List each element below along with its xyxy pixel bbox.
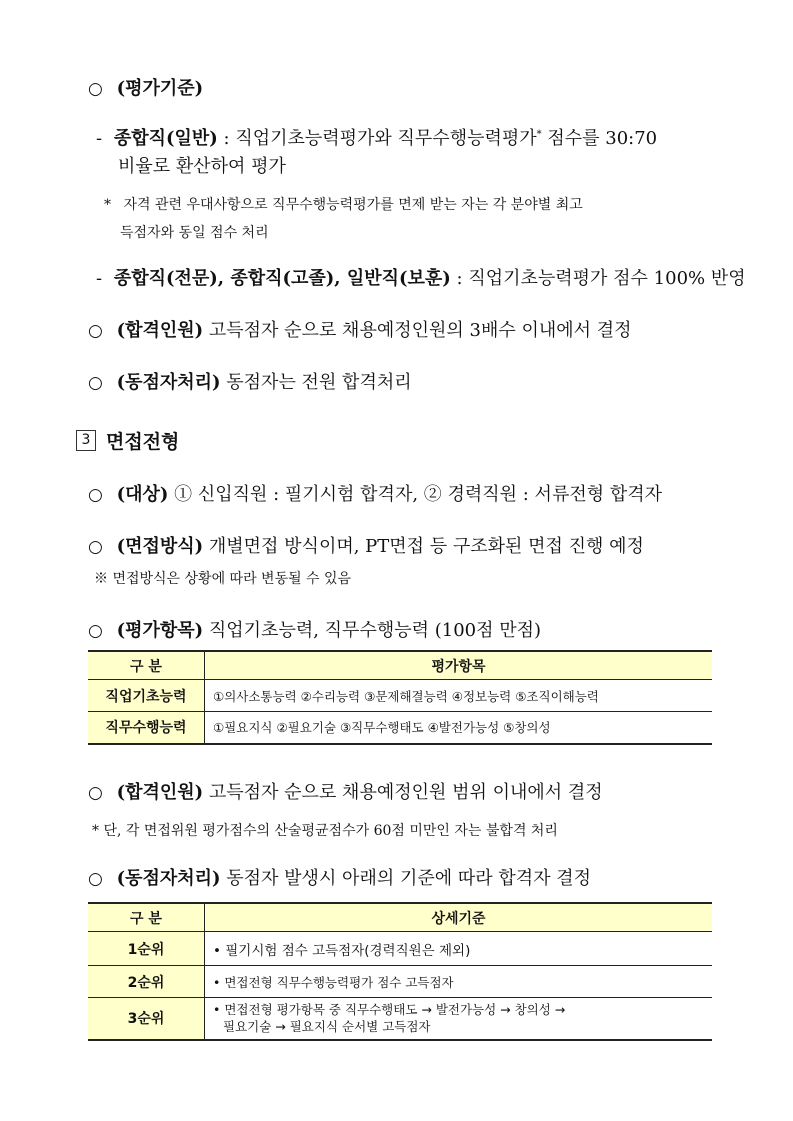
other-text: : 직업기초능력평가 점수 100% 반영 [450,268,746,289]
table-row [88,680,712,712]
items-line [88,616,541,642]
bullet: ○ [88,485,103,505]
bullet: ○ [88,537,103,557]
tie-handling-2 [88,864,591,890]
bullet: ○ [88,783,103,803]
table-cell: • 필기시험 점수 고득점자(경력직원은 제외) [205,932,713,966]
cell-line-1: • 면접전형 평가항목 중 직무수행태도 → 발전가능성 → 창의성 → [213,1002,566,1018]
pass-label: (합격인원) [116,782,204,803]
other-criteria-line [96,264,746,290]
table-cell: 직업기초능력 [88,680,205,712]
table-cell: 직무수행능력 [88,712,205,744]
table-cell: • 면접전형 직무수행능력평가 점수 고득점자 [205,966,713,998]
tie-handling-1 [88,368,412,394]
tie-criteria-table [88,902,712,1041]
criteria-note [104,194,583,214]
tie-label: (동점자처리) [116,868,221,889]
method-line [88,532,644,558]
pass-count-2 [88,778,603,804]
table-header-cell: 평가항목 [205,651,713,680]
general-text-2: 점수를 30:70 [541,128,658,149]
pass-text: 고득점자 순으로 채용예정인원 범위 이내에서 결정 [203,782,603,803]
note-line-2: 득점자와 동일 점수 처리 [120,225,269,241]
bullet: ○ [88,79,103,99]
pass-label: (합격인원) [116,320,204,341]
dash: - [96,128,103,149]
section-number-box: 3 [76,430,96,451]
table-header-cell: 구 분 [88,651,205,680]
bullet: ○ [88,321,103,341]
tie-label: (동점자처리) [116,372,221,393]
general-text: : 직업기초능력평가와 직무수행능력평가 [217,128,537,149]
general-criteria-line [96,124,657,150]
general-criteria-line-2: 비율로 환산하여 평가 [118,156,286,177]
cell-line-2: 필요기술 → 필요지식 순서별 고득점자 [223,1019,431,1035]
tie-text: 동점자는 전원 합격처리 [220,372,412,393]
target-text: ① 신입직원 : 필기시험 합격자, ② 경력직원 : 서류전형 합격자 [168,484,662,505]
table-row [88,932,712,966]
table-cell [205,998,713,1040]
other-label: 종합직(전문), 종합직(고졸), 일반직(보훈) [113,268,451,289]
section-title: 면접전형 [106,431,180,453]
target-line [88,480,662,506]
pass-note: * 단, 각 면접위원 평가점수의 산술평균점수가 60점 미만인 자는 불합격 처리 [92,823,558,839]
evaluation-items-table [88,650,712,745]
table-header-cell: 상세기준 [205,903,713,932]
pass-text: 고득점자 순으로 채용예정인원의 3배수 이내에서 결정 [203,320,632,341]
bullet: ○ [88,621,103,641]
table-row [88,966,712,998]
table-cell: 3순위 [88,998,205,1040]
items-label: (평가항목) [116,620,204,641]
tie-text: 동점자 발생시 아래의 기준에 따라 합격자 결정 [220,868,591,889]
criteria-label: (평가기준) [116,78,204,99]
target-label: (대상) [116,484,169,505]
pass-count-1 [88,316,632,342]
asterisk-mark: * [536,129,542,140]
note-mark: * [104,197,111,213]
table-cell: ①의사소통능력 ②수리능력 ③문제해결능력 ④정보능력 ⑤조직이해능력 [205,680,713,712]
table-cell: 1순위 [88,932,205,966]
table-cell: 2순위 [88,966,205,998]
table-row [88,712,712,744]
method-label: (면접방식) [116,536,204,557]
general-label: 종합직(일반) [113,128,218,149]
items-text: 직업기초능력, 직무수행능력 (100점 만점) [203,620,542,641]
table-cell: ①필요지식 ②필요기술 ③직무수행태도 ④발전가능성 ⑤창의성 [205,712,713,744]
note-line-1: 자격 관련 우대사항으로 직무수행능력평가를 면제 받는 자는 각 분야별 최고 [123,197,583,213]
method-note: ※ 면접방식은 상황에 따라 변동될 수 있음 [94,571,352,587]
table-header-row [88,651,712,680]
table-header-row [88,903,712,932]
criteria-heading [88,74,203,100]
method-text: 개별면접 방식이며, PT면접 등 구조화된 면접 진행 예정 [203,536,644,557]
table-row [88,998,712,1040]
bullet: ○ [88,869,103,889]
dash: - [96,268,103,289]
table-header-cell: 구 분 [88,903,205,932]
bullet: ○ [88,373,103,393]
